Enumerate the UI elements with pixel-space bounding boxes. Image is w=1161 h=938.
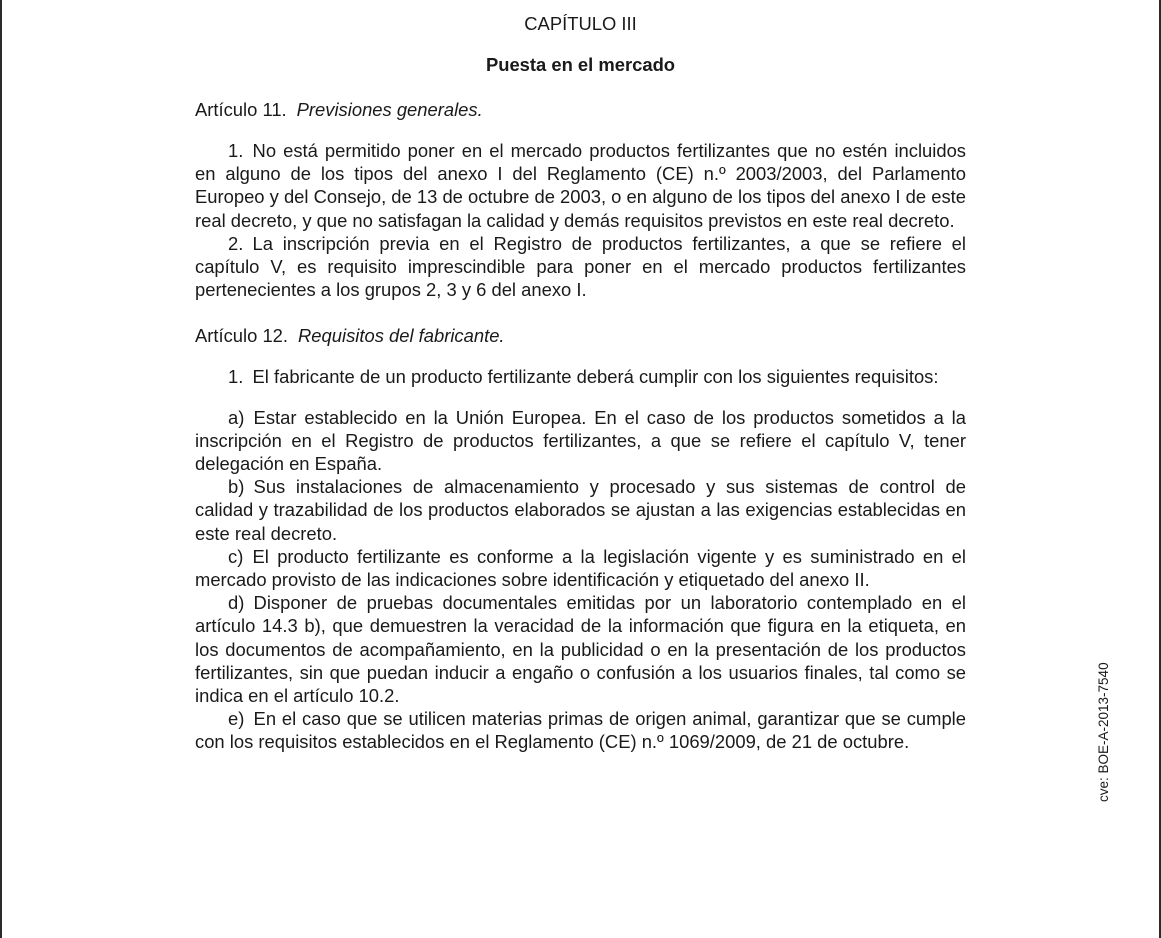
article-12-item-a: a) Estar establecido en la Unión Europea. En el caso de los productos sometidos a la inscripción en el Registro de productos fertilizantes, a que se refiere el capítulo V, tener delegación en España. [195, 406, 966, 475]
article-12-item-c: c) El producto fertilizante es conforme a la legislación vigente y es suministrado en el mercado provisto de las indicaciones sobre identificación y etiquetado del anexo II. [195, 545, 966, 591]
article-11-name: Previsiones generales. [296, 99, 483, 120]
document-body [195, 12, 966, 754]
chapter-number: CAPÍTULO III [524, 13, 637, 34]
article-12-item-d: d) Disponer de pruebas documentales emitidas por un laboratorio contemplado en el artículo 14.3 b), que demuestren la veracidad de la información que figura en la etiqueta, en los documentos de acompañamiento, en la publicidad o en la presentación de los productos fertilizantes, sin que puedan inducir a engaño o confusión a los usuarios finales, tal como se indica en el artículo 10.2. [195, 592, 966, 707]
cve-identifier: cve: BOE-A-2013-7540 [1096, 662, 1111, 802]
article-12-name: Requisitos del fabricante. [298, 325, 505, 347]
article-11-paragraph-2: 2. La inscripción previa en el Registro de productos fertilizantes, a que se refiere el capítulo V, es requisito imprescindible para poner en el mercado productos fertilizantes pertenecientes a los grupos 2, 3 y 6 del anexo I. [195, 232, 966, 301]
article-11-heading [195, 98, 966, 122]
article-12-item-b: b) Sus instalaciones de almacenamiento y procesado y sus sistemas de control de calidad y trazabilidad de los productos elaborados se ajustan a las exigencias establecidas en este real decreto. [195, 476, 966, 544]
chapter-title: Puesta en el mercado [485, 54, 676, 75]
article-12-item-e: e) En el caso que se utilicen materias primas de origen animal, garantizar que se cumple con los requisitos establecidos en el Reglamento (CE) n.º 1069/2009, de 21 de octubre. [195, 708, 966, 753]
article-11-number: Artículo 11. [195, 99, 287, 120]
article-12-number: Artículo 12. [195, 325, 289, 347]
article-12-intro: 1. El fabricante de un producto fertilizante deberá cumplir con los siguientes requisitos: [228, 366, 939, 388]
article-11-paragraph-1: 1. No está permitido poner en el mercado productos fertilizantes que no estén incluidos en alguno de los tipos del anexo I del Reglamento (CE) n.º 2003/2003, del Parlamento Europeo y del Consejo, de 13 de octubre de 2003, o en alguno de los tipos del anexo I de este real decreto, y que no satisfagan la calidad y demás requisitos previstos en este real decreto. [195, 140, 966, 231]
article-12-heading [195, 324, 966, 348]
